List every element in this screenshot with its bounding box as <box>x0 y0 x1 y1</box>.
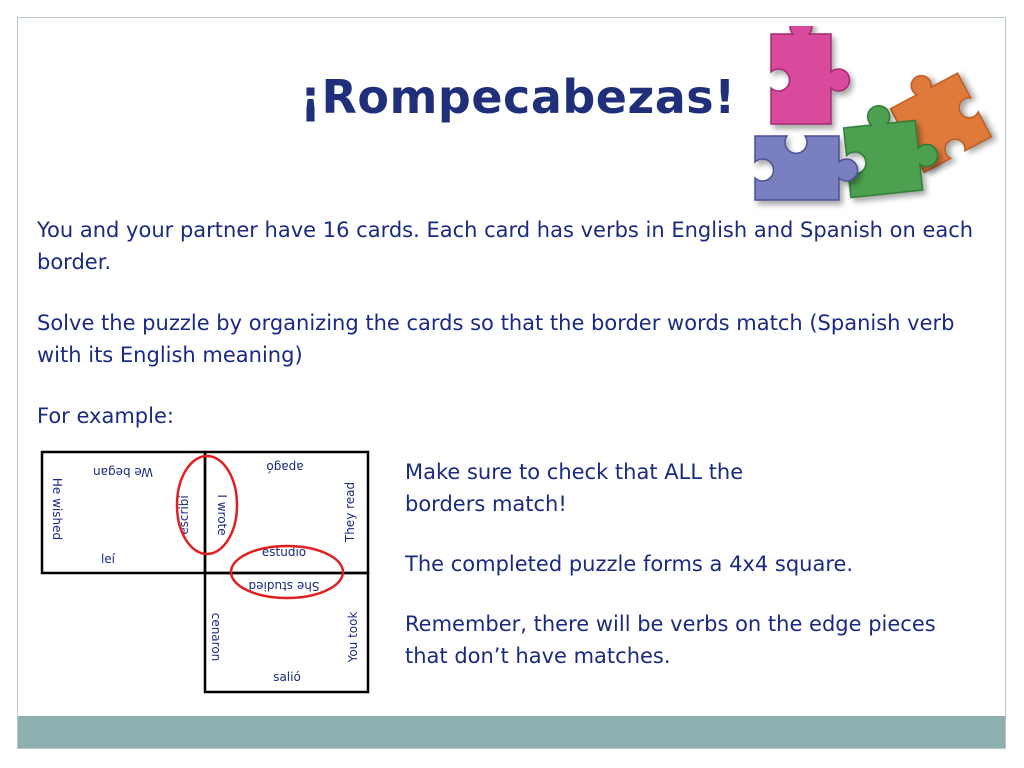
card-br-left-word: cenaron <box>209 612 223 662</box>
square-note: The completed puzzle forms a 4x4 square. <box>405 552 854 576</box>
example-cards <box>35 445 380 695</box>
card-tr-bottom-word: estudió <box>261 545 307 559</box>
pink-puzzle-piece <box>771 26 850 124</box>
card-br-right-word: You took <box>346 611 360 663</box>
example-label: For example: <box>37 404 174 428</box>
footer-bar <box>18 716 1005 748</box>
card-br-top-word: She studied <box>248 579 320 593</box>
purple-puzzle-piece <box>755 136 858 200</box>
instructions <box>37 214 997 461</box>
card-br-bottom-word: salió <box>273 670 301 684</box>
puzzle-pieces-illustration <box>735 26 1005 216</box>
card-tr-left-word: I wrote <box>215 494 229 536</box>
slide-title: ¡Rompecabezas! <box>300 70 736 124</box>
card-tl-left-word: He wished <box>50 477 64 541</box>
card-tr-right-word: They read <box>343 481 357 543</box>
solve-paragraph: Solve the puzzle by organizing the cards so that the border words match (Spanish verb with its English meaning) <box>37 311 955 367</box>
card-tl-bottom-word: leí <box>100 552 116 566</box>
notes <box>405 456 965 700</box>
check-borders-note: Make sure to check that ALL the borders match! <box>405 460 744 516</box>
card-tl-top-word: We began <box>93 465 153 479</box>
intro-paragraph: You and your partner have 16 cards. Each card has verbs in English and Spanish on each border. <box>37 218 974 274</box>
edge-pieces-note: Remember, there will be verbs on the edge pieces that don’t have matches. <box>405 612 936 668</box>
card-tr-top-word: apagó <box>266 460 304 474</box>
card-tl-right-word: escribí <box>177 495 191 535</box>
